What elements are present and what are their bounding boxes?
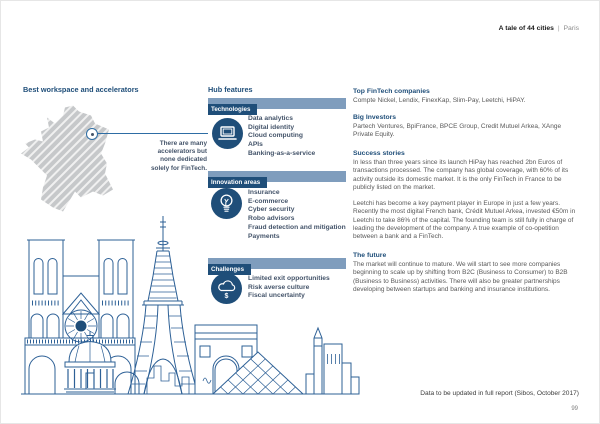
france-shape [21,106,113,212]
future-heading: The future [353,252,387,259]
big-investors-body: Partech Ventures, BpiFrance, BPCE Group, Credit Mutuel Arkea, XAnge Private Equity. [353,123,562,139]
workspace-callout: There are many accelerators but none dedicated solely for FinTech. [151,140,207,172]
map-marker-dot [91,133,94,136]
hub-item: Risk averse culture [248,283,310,291]
top-fintech-heading: Top FinTech companies [353,88,430,95]
hub-item: Insurance [248,189,280,196]
innovation-areas-bar [208,171,346,186]
hub-item: Banking-as-a-service [248,149,316,157]
city-blocks [147,366,189,394]
top-fintech-body: Compte Nickel, Lendix, FinexKap, Slim-Pay, Leetchi, HiPAY. [353,97,526,104]
workspace-heading: Best workspace and accelerators [23,85,139,94]
challenges-label: Challenges [208,264,251,275]
hub-item: Payments [248,232,280,240]
hub-item: Cyber security [248,206,295,214]
success-stories-para1: In less than three years since its launch HiPay has reached 2bn Euros of transactions processed. The company has global coverage, with 60% of its activity outside its domestic market. It is the only FinTech in France to be publicly listed on the market. [353,159,569,191]
eiffel-tower [128,216,198,394]
technologies-bar [208,98,346,113]
france-map [19,103,139,219]
lightbulb-icon [211,188,242,219]
paris-skyline-illustration [1,216,361,396]
innovation-areas-label: Innovation areas [208,177,267,188]
callout-line [97,133,208,134]
hub-heading: Hub features [208,85,253,94]
footer-note: Data to be updated in full report (Sibos, October 2017) [420,390,579,397]
page-number: 99 [571,406,578,412]
hub-item: Limited exit opportunities [248,275,330,282]
technologies-label: Technologies [208,104,257,115]
header-separator: | [557,25,560,32]
hub-item: Fraud detection and mitigation [248,223,346,231]
right-buildings [306,328,359,394]
hub-item: Cloud computing [248,132,303,140]
map-marker-icon [86,128,98,140]
dollar-symbol: $ [224,292,229,300]
future-body: The market will continue to mature. We will start to see more companies beginning to scale up by shifting from B2C (Business to Consumer) to B2B (Business to Business) activities. There will also be greater partnerships developing between startups and banking and insurance institutions. [353,261,568,293]
hub-item: APIs [248,141,263,149]
success-stories-heading: Success stories [353,150,405,157]
hub-item: Robo advisors [248,215,295,223]
big-investors-heading: Big Investors [353,114,397,121]
report-title: A tale of 44 cities [498,25,554,32]
technologies-list [248,115,351,159]
page-header [499,25,579,32]
hub-item: Data analytics [248,115,293,122]
laptop-icon [212,118,243,149]
success-stories-para2: Leetchi has become a key payment player in Europe in just a few years. Recently the most digital French bank, Crédit Mutuel Arkea, invested €50m in Leetchi to take 86% of the capital. The founding team is still fully in charge of leading the development of the company. A true example of co-opetition between a bank and a FinTech. [353,200,576,241]
hub-item: Fiscal uncertainty [248,292,305,300]
city-name: Paris [563,25,579,32]
hub-item: E-commerce [248,197,289,205]
hub-item: Digital identity [248,123,295,131]
